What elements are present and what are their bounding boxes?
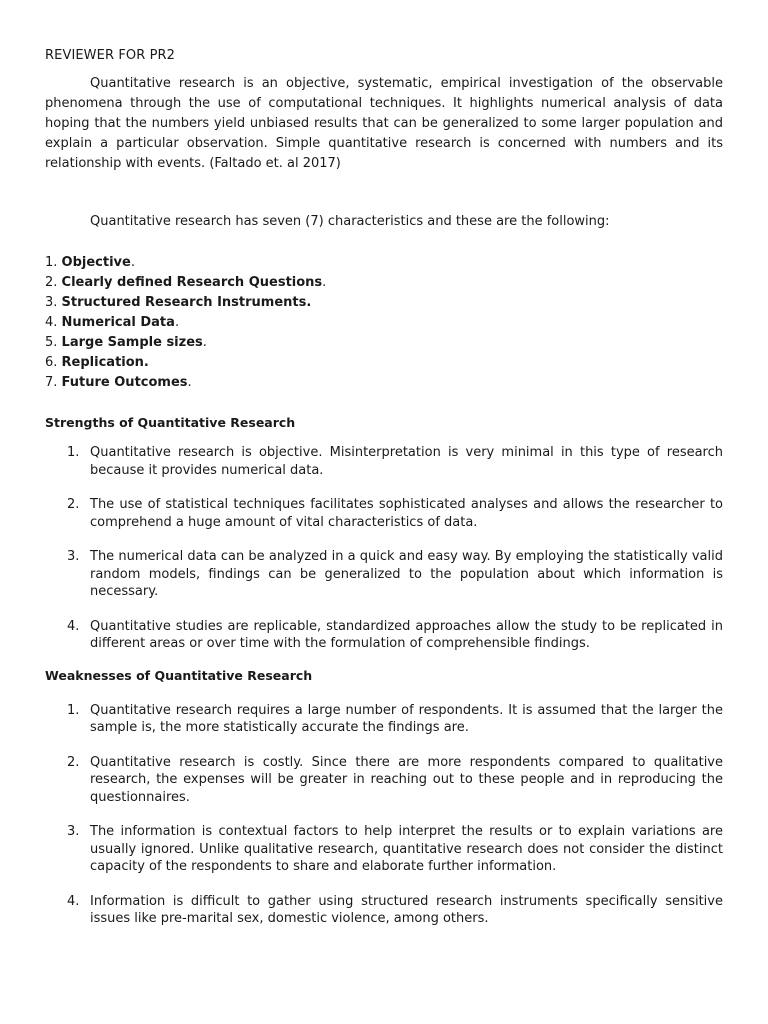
list-item-text: The information is contextual factors to help interpret the results or to explain variations are usually ignored. Unlike qualitative research, quantitative research does not consider the distinct capacity of the respondents to share and elaborate further information. bbox=[90, 824, 723, 874]
list-item-text: Information is difficult to gather using structured research instruments specifically sensitive issues like pre-marital sex, domestic violence, among others. bbox=[90, 893, 723, 926]
characteristic-number: 7. bbox=[45, 375, 62, 390]
characteristic-number: 5. bbox=[45, 335, 62, 350]
characteristic-label: Objective bbox=[61, 255, 131, 270]
weaknesses-list bbox=[45, 702, 723, 928]
characteristic-label: Clearly defined Research Questions bbox=[61, 275, 323, 290]
list-item bbox=[45, 618, 723, 653]
list-item bbox=[45, 823, 723, 876]
characteristic-item bbox=[45, 333, 723, 353]
list-item-number: 2. bbox=[67, 754, 80, 770]
list-item bbox=[45, 754, 723, 807]
characteristic-suffix: . bbox=[187, 375, 192, 390]
definition-paragraph: Quantitative research is an objective, systematic, empirical investigation of the observable phenomena through the use of computational techniques. It highlights numerical analysis of data hoping that the numbers yield unbiased results that can be generalized to some larger population and explain a particular observation. Simple quantitative research is concerned with numbers and its relationship with events. (Faltado et. al 2017) bbox=[45, 76, 723, 171]
list-item bbox=[45, 444, 723, 479]
list-item-number: 1. bbox=[67, 445, 80, 460]
characteristic-number: 2. bbox=[45, 275, 62, 290]
characteristic-item bbox=[45, 313, 723, 333]
list-item-number: 1. bbox=[67, 702, 80, 718]
characteristic-suffix: . bbox=[130, 255, 135, 270]
list-item-text: The use of statistical techniques facilitates sophisticated analyses and allows the researcher to comprehend a huge amount of vital characteristics of data. bbox=[90, 497, 723, 530]
characteristic-label: Replication. bbox=[61, 355, 149, 370]
list-item-number: 4. bbox=[67, 618, 80, 634]
strengths-list bbox=[45, 444, 723, 653]
characteristic-suffix: . bbox=[322, 275, 327, 290]
characteristic-number: 6. bbox=[45, 355, 62, 370]
characteristic-item bbox=[45, 273, 723, 293]
list-item-text: Quantitative research requires a large number of respondents. It is assumed that the larger the sample is, the more statistically accurate the findings are. bbox=[90, 702, 723, 735]
characteristics-list bbox=[45, 253, 723, 393]
characteristic-label: Large Sample sizes bbox=[61, 335, 203, 350]
weaknesses-heading: Weaknesses of Quantitative Research bbox=[45, 667, 313, 683]
characteristic-number: 4. bbox=[45, 315, 62, 330]
list-item bbox=[45, 702, 723, 737]
document-body bbox=[45, 46, 723, 928]
characteristic-item bbox=[45, 293, 723, 313]
characteristic-item bbox=[45, 253, 723, 273]
characteristic-suffix: . bbox=[202, 335, 207, 350]
characteristic-item bbox=[45, 353, 723, 373]
characteristic-item bbox=[45, 373, 723, 393]
characteristic-label: Structured Research Instruments. bbox=[61, 295, 312, 310]
list-item bbox=[45, 893, 723, 928]
list-item bbox=[45, 496, 723, 531]
characteristic-suffix: . bbox=[174, 315, 180, 330]
characteristic-number: 1. bbox=[45, 255, 62, 270]
list-item-text: Quantitative research is objective. Misinterpretation is very minimal in this type of research because it provides numerical data. bbox=[90, 445, 723, 478]
list-item-number: 4. bbox=[67, 893, 80, 909]
characteristic-number: 3. bbox=[45, 295, 62, 310]
strengths-heading: Strengths of Quantitative Research bbox=[45, 415, 296, 430]
list-item-text: Quantitative research is costly. Since there are more respondents compared to qualitative research, the expenses will be greater in reaching out to these people and in reproducing the questionnaires. bbox=[90, 754, 723, 805]
list-item-text: Quantitative studies are replicable, standardized approaches allow the study to be replicated in different areas or over time with the formulation of comprehensible findings. bbox=[90, 618, 723, 651]
characteristics-intro: Quantitative research has seven (7) characteristics and these are the following: bbox=[90, 214, 610, 229]
list-item bbox=[45, 548, 723, 601]
list-item-number: 3. bbox=[67, 549, 80, 564]
characteristic-label: Numerical Data bbox=[61, 315, 175, 330]
characteristic-label: Future Outcomes bbox=[61, 375, 188, 390]
list-item-text: The numerical data can be analyzed in a quick and easy way. By employing the statistically valid random models, findings can be generalized to the population about which information is necessary. bbox=[90, 549, 723, 599]
list-item-number: 2. bbox=[67, 497, 80, 512]
document-title: REVIEWER FOR PR2 bbox=[45, 48, 176, 63]
list-item-number: 3. bbox=[67, 824, 80, 839]
